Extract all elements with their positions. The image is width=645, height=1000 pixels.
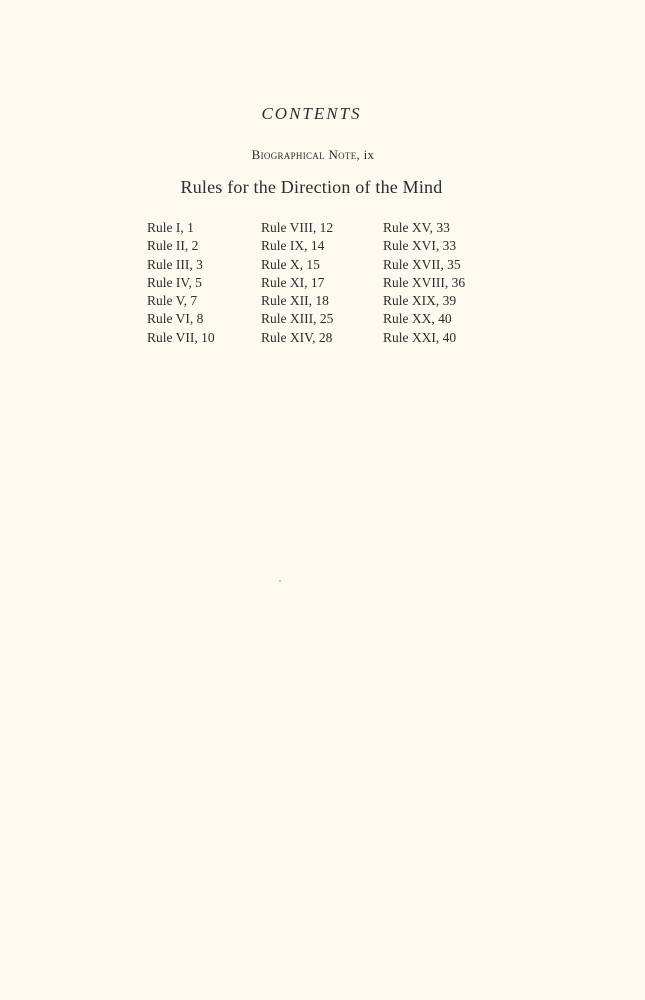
rule-entry[interactable]: Rule XI, 17 xyxy=(261,274,325,290)
biographical-note-label: Biographical Note xyxy=(251,147,357,162)
rule-entry[interactable]: Rule VIII, 12 xyxy=(261,220,334,235)
rules-column xyxy=(383,219,465,347)
rule-entry[interactable]: Rule XIII, 25 xyxy=(261,311,334,327)
biographical-note-entry[interactable]: Biographical Note, ix xyxy=(251,147,375,162)
rule-entry[interactable]: Rule V, 7 xyxy=(147,293,198,309)
rule-entry[interactable]: Rule I, 1 xyxy=(147,220,194,235)
contents-heading: CONTENTS xyxy=(261,104,362,123)
rule-entry[interactable]: Rule VI, 8 xyxy=(147,311,204,327)
rule-entry[interactable]: Rule II, 2 xyxy=(147,238,199,254)
rule-entry[interactable]: Rule XX, 40 xyxy=(383,311,452,327)
rule-entry[interactable]: Rule VII, 10 xyxy=(147,329,215,345)
rule-entry[interactable]: Rule III, 3 xyxy=(147,256,203,272)
rule-entry[interactable]: Rule XVII, 35 xyxy=(383,256,461,272)
rule-entry[interactable]: Rule XVIII, 36 xyxy=(383,274,466,290)
biographical-note-page: ix xyxy=(363,147,375,162)
rule-entry[interactable]: Rule X, 15 xyxy=(261,256,320,272)
rule-entry[interactable]: Rule XII, 18 xyxy=(261,293,329,309)
rule-entry[interactable]: Rule XXI, 40 xyxy=(383,329,457,345)
rule-entry[interactable]: Rule IX, 14 xyxy=(261,238,325,254)
rule-entry[interactable]: Rule XV, 33 xyxy=(383,220,450,235)
rules-column xyxy=(261,219,333,347)
paper-speck xyxy=(279,580,281,582)
rule-entry[interactable]: Rule IV, 5 xyxy=(147,274,202,290)
rule-entry[interactable]: Rule XIX, 39 xyxy=(383,293,457,309)
rule-entry[interactable]: Rule XIV, 28 xyxy=(261,329,333,345)
rule-entry[interactable]: Rule XVI, 33 xyxy=(383,238,457,254)
section-title: Rules for the Direction of the Mind xyxy=(180,177,443,197)
rules-column xyxy=(147,219,215,347)
rules-index xyxy=(147,219,507,359)
